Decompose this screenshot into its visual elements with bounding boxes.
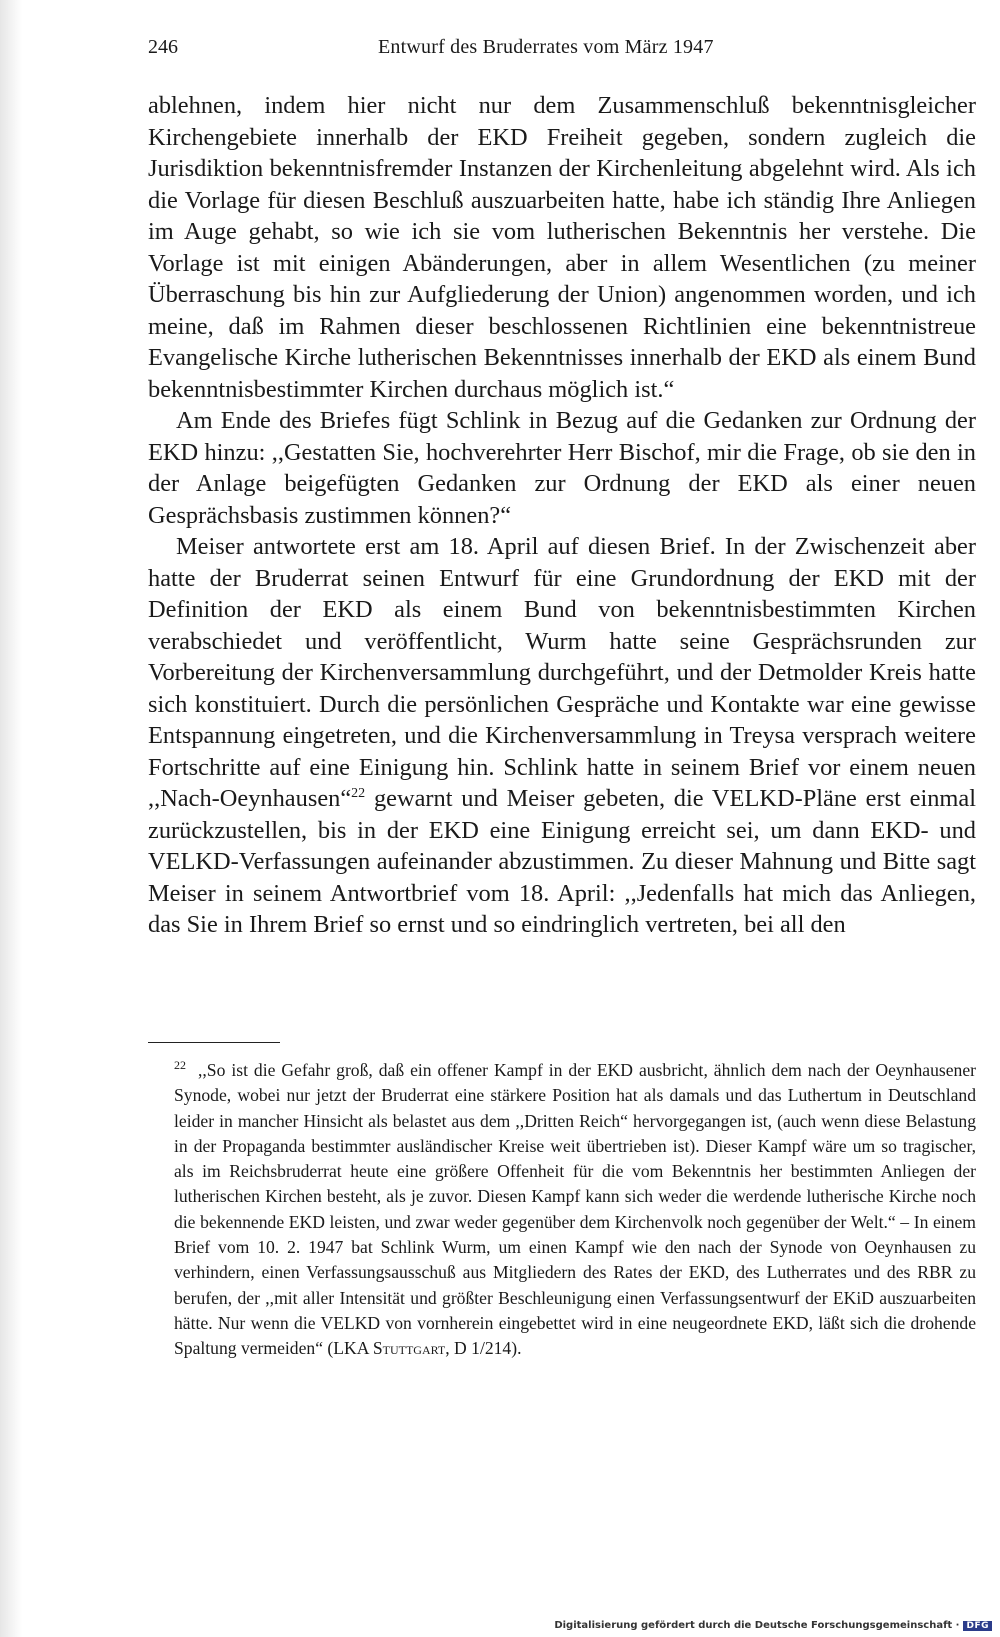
footnote-22 (174, 1058, 976, 1362)
page-number: 246 (148, 36, 178, 58)
footnote-separator (148, 1042, 280, 1043)
footnote-text-before: ,,So ist die Gefahr groß, daß ein offener Kampf in der EKD ausbricht, ähnlich dem nach der Oeynhausener Synode, wobei nur jetzt der Bruderrat eine stärkere Position hat als damals und das Luthertum in Deutschland leider in mancher Hinsicht als belastet aus dem ,,Dritten Reich“ hervorgegangen ist, (auch wenn diese Belastung in der Propaganda bestimmter ausländischer Kreise weit übertrieben ist). Dieser Kampf wäre um so tragischer, als im Reichsbruderrat heute eine größere Offenheit für die vom Bekenntnis her bestimmten Anliegen der lutherischen Kirchen besteht, als je zuvor. Diesen Kampf kann sich weder die werdende lutherische Kirche noch die bekennende EKD leisten, und zwar weder gegenüber dem Kirchenvolk noch gegenüber der Welt.“ – In einem Brief vom 10. 2. 1947 bat Schlink Wurm, um einen Kampf wie den nach der Synode von Oeynhausen zu verhindern, einen Verfassungsausschuß aus Mitgliedern des Rates der EKD, des Lutherrates und des RBR zu berufen, der ,,mit aller Intensität und größter Beschleunigung einen Verfassungsentwurf der EKiD auszuarbeiten hätte. Nur wenn die VELKD von vornherein eingebettet wird in eine neugeordnete EKD, läßt sich die drohende Spaltung vermeiden“ (LKA (174, 1060, 976, 1359)
paragraph-3-text-before: Meiser antwortete erst am 18. April auf diesen Brief. In der Zwischenzeit aber hatte der Bruderrat seinen Entwurf für eine Grundordnung der EKD mit der Definition der EKD als einem Bund von bekenntnisbestimmten Kirchen verabschiedet und veröffentlicht, Wurm hatte seine Gesprächsrunden zur Vorbereitung der Kirchenversammlung durchgeführt, und der Detmolder Kreis hatte sich konstituiert. Durch die persönlichen Gespräche und Kontakte war eine gewisse Entspannung eingetreten, und die Kirchenversammlung in Treysa versprach weitere Fortschritte auf eine Einigung hin. Schlink hatte in seinem Brief vor einem neuen ,,Nach-Oeynhausen“ (148, 533, 976, 812)
footnote-text (174, 1058, 976, 1362)
digitization-footer (554, 1620, 992, 1631)
paragraph-1: ablehnen, indem hier nicht nur dem Zusammenschluß bekenntnisgleicher Kirchengebiete innerhalb der EKD Freiheit gegeben, sondern zugleich die Jurisdiktion bekenntnisfremder Instanzen der Kirchenleitung abgelehnt wird. Als ich die Vorlage für diesen Beschluß auszuarbeiten hatte, habe ich ständig Ihre Anliegen im Auge gehabt, so wie ich sie vom lutherischen Bekenntnis her verstehe. Die Vorlage ist mit einigen Abänderungen, aber in allem Wesentlichen (zu meiner Überraschung bis hin zur Aufgliederung der Union) angenommen worden, und ich meine, daß im Rahmen dieser beschlossenen Richtlinien eine bekenntnistreue Evangelische Kirche lutherischen Bekenntnisses innerhalb der EKD als einem Bund bekenntnisbestimmter Kirchen durchaus möglich ist.“ (148, 92, 976, 403)
main-text (148, 90, 976, 941)
archive-name: Stuttgart (372, 1338, 446, 1359)
page-edge-shadow (0, 0, 22, 1637)
footnote-text-after: , D 1/214). (445, 1338, 522, 1359)
paragraph-3 (148, 531, 976, 941)
paragraph-2: Am Ende des Briefes fügt Schlink in Bezug auf die Gedanken zur Ordnung der EKD hinzu: ,,Gestatten Sie, hochverehrter Herr Bischof, mir die Frage, ob sie den in der Anlage beigefügten Gedanken zur Ordnung der EKD als einer neuen Gesprächsbasis zustimmen können?“ (148, 407, 976, 529)
footnote-number: 22 (174, 1058, 186, 1073)
paragraph-3-text-after: gewarnt und Meiser gebeten, die VELKD-Pläne erst einmal zurückzustellen, bis in der EKD eine Einigung erreicht sei, um dann EKD- und VELKD-Verfassungen aufeinander abzustimmen. Zu dieser Mahnung und Bitte sagt Meiser in seinem Antwortbrief vom 18. April: ,,Jedenfalls hat mich das Anliegen, das Sie in Ihrem Brief so ernst und so eindringlich vertreten, bei all den (148, 785, 976, 938)
page-header (148, 36, 978, 76)
digitization-note: Digitalisierung gefördert durch die Deutsche Forschungsgemeinschaft · (554, 1620, 960, 1631)
running-title: Entwurf des Bruderrates vom März 1947 (378, 36, 714, 58)
footnote-reference[interactable]: 22 (351, 785, 366, 801)
dfg-logo-icon: DFG (963, 1621, 992, 1631)
